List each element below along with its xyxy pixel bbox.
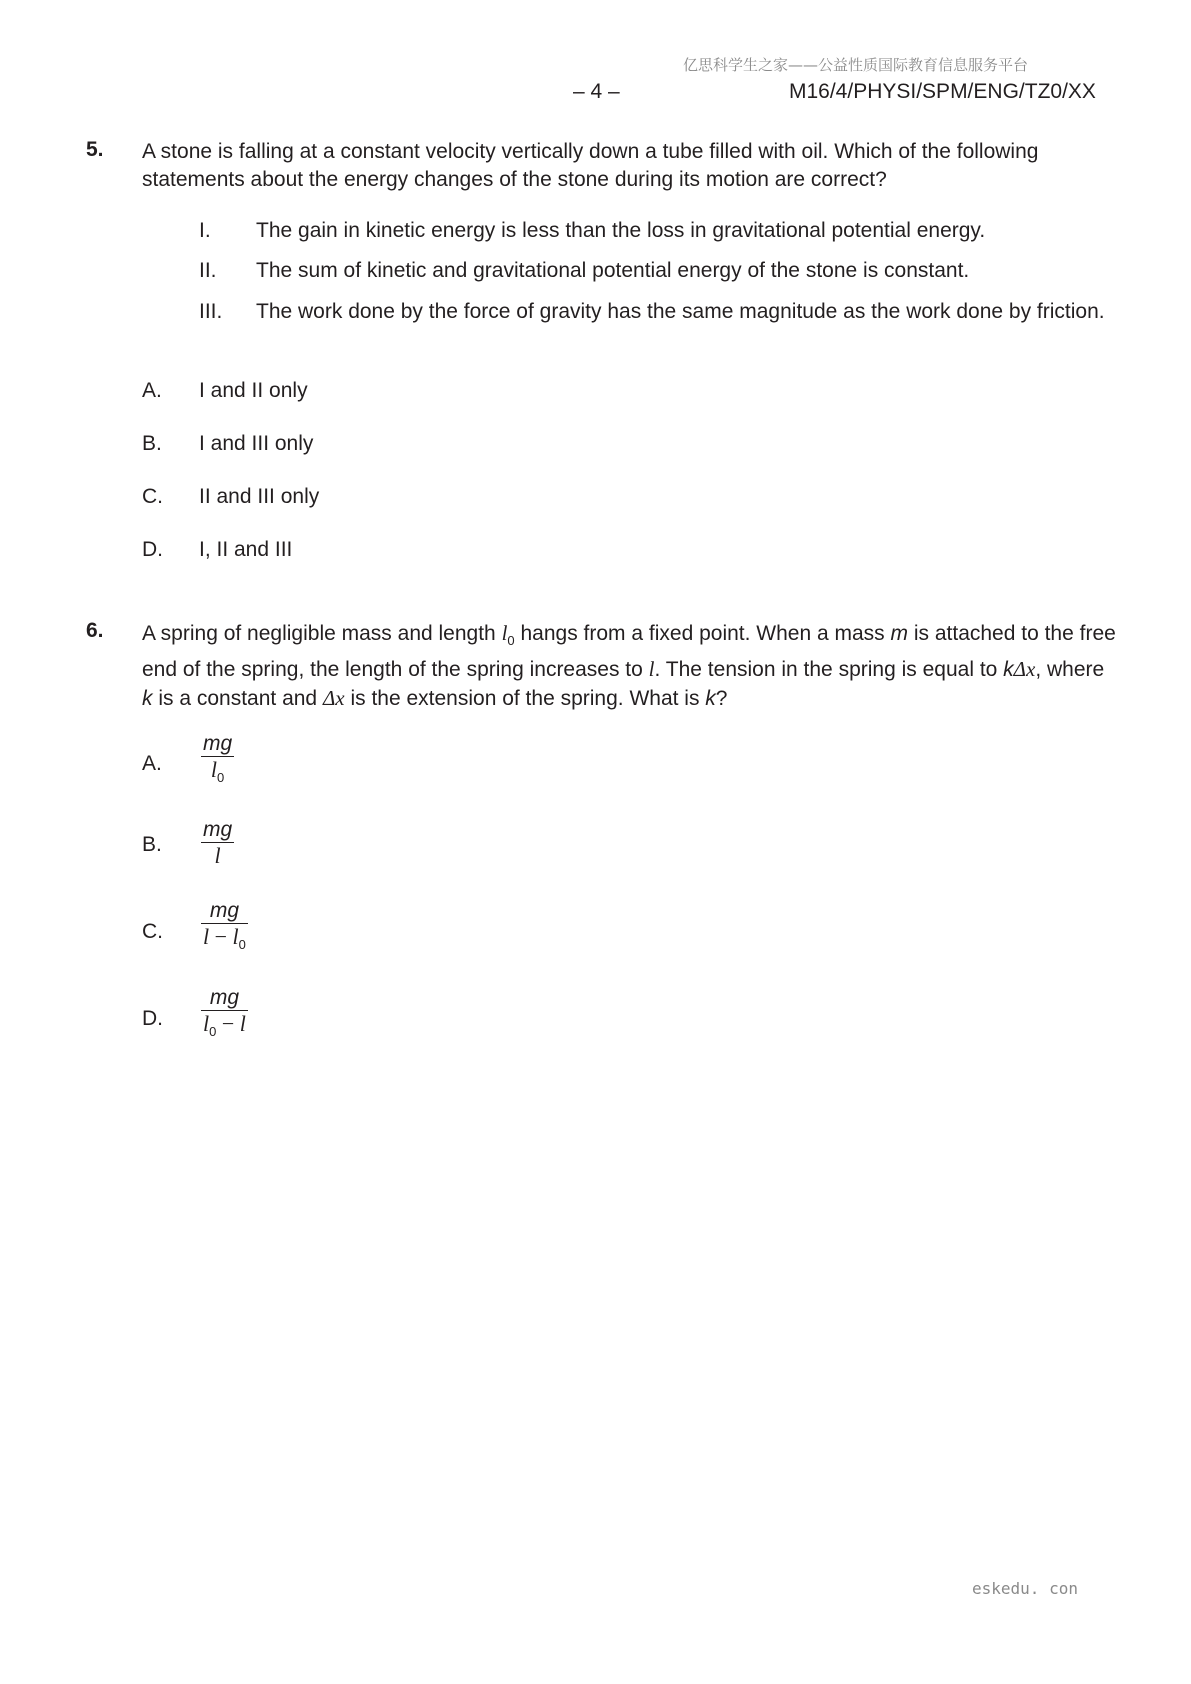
q6-option-c-fraction[interactable]: $\frac{mg}{l - l_0}$: [201, 899, 248, 958]
statement-2-num: II.: [199, 259, 217, 282]
q5-option-d-text[interactable]: I, II and III: [199, 538, 293, 561]
q5-option-b-letter[interactable]: B.: [142, 432, 162, 455]
question-5-text: A stone is falling at a constant velocity vertically down a tube filled with oil. Which of the following statements about the energy changes of the stone during its motion are correct?: [142, 140, 1039, 191]
q6-option-d-letter[interactable]: D.: [142, 1007, 163, 1030]
q6-option-b-fraction[interactable]: $\frac{mg}{l}$: [203, 818, 233, 868]
q6-option-a-fraction[interactable]: $\frac{mg}{l_0}$: [201, 732, 234, 791]
q5-option-c-letter[interactable]: C.: [142, 485, 163, 508]
q6-option-c-letter[interactable]: C.: [142, 920, 163, 943]
page-number: – 4 –: [573, 80, 620, 103]
statement-2-text: The sum of kinetic and gravitational potential energy of the stone is constant.: [256, 259, 970, 282]
q5-option-a-text[interactable]: I and II only: [199, 379, 308, 402]
question-5-number: 5.: [86, 138, 104, 161]
question-6-number: 6.: [86, 619, 104, 642]
paper-code: M16/4/PHYSI/SPM/ENG/TZ0/XX: [789, 80, 1096, 103]
footer-watermark: eskedu. con: [972, 1579, 1078, 1598]
q5-option-a-letter[interactable]: A.: [142, 379, 162, 402]
q6-option-b-letter[interactable]: B.: [142, 833, 162, 856]
statement-3-text: The work done by the force of gravity has the same magnitude as the work done by friction.: [256, 300, 1105, 323]
header-watermark: 亿思科学生之家——公益性质国际教育信息服务平台: [683, 56, 1029, 74]
statement-1-text: The gain in kinetic energy is less than the loss in gravitational potential energy.: [256, 219, 986, 242]
statement-1-num: I.: [199, 219, 211, 242]
statement-3-num: III.: [199, 300, 223, 323]
q6-option-a-letter[interactable]: A.: [142, 752, 162, 775]
question-6-text: A spring of negligible mass and length $l_0$ hangs from a fixed point. When a mass m is attached to the free end of the spring, the length of the spring increases to l. The tension in the spring is equal to kΔx, where k is a constant and Δx is the extension of the spring. What is k?: [142, 621, 1116, 710]
q6-option-d-fraction[interactable]: $\frac{mg}{l_0 - l}$: [201, 986, 248, 1045]
q5-option-b-text[interactable]: I and III only: [199, 432, 314, 455]
q5-option-d-letter[interactable]: D.: [142, 538, 163, 561]
q5-option-c-text[interactable]: II and III only: [199, 485, 320, 508]
